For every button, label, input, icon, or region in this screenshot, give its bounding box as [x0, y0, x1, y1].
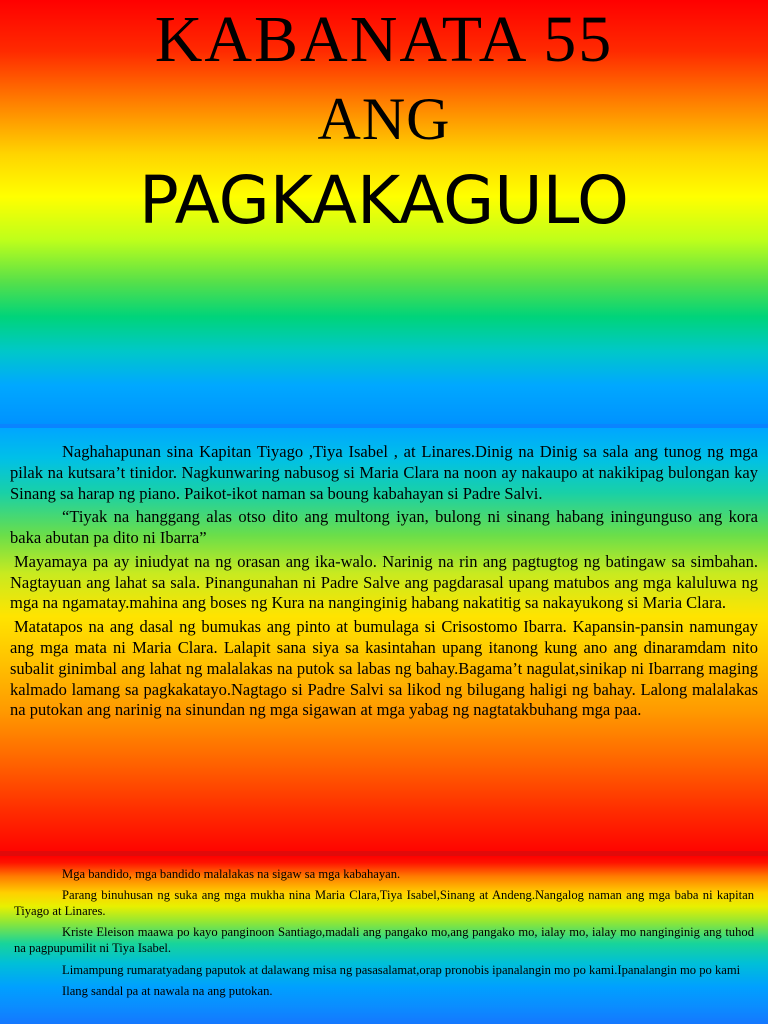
footer-paragraph: Ilang sandal pa at nawala na ang putokan. — [62, 983, 273, 998]
body-section — [0, 428, 768, 856]
slide-title-line-3: PAGKAKAGULO — [139, 161, 629, 239]
footer-paragraph: Kriste Eleison maawa po kayo panginoon Santiago,madali ang pangako mo,ang pangako mo, ialay mo, ialay mo nanginginig ang tuhod na pagpupumilit ni Tiya Isabel. — [14, 925, 754, 956]
footer-section — [0, 856, 768, 1024]
body-paragraph: Mayamaya pa ay iniudyat na ng orasan ang ika-walo. Narinig na rin ang pagtugtog ng batingaw sa simbahan. Nagtayuan ang lahat sa sala. Pinangunahan ni Padre Salve ang pagdarasal upang matubos ang mga kaluluwa ng mga na ngamatay.mahina ang boses ng Kura na nanginginig habang nakatitig sa nakayukong si Maria Clara. — [10, 551, 758, 613]
title-section — [0, 0, 768, 428]
slide-title-line-1: KABANATA 55 — [154, 3, 614, 76]
body-paragraph: Matatapos na ang dasal ng bumukas ang pinto at bumulaga si Crisostomo Ibarra. Kapansin-pansin namungay ang mga mata ni Maria Clara. Lalapit sana siya sa kasintahan upang itanong kung ano ang dinaramdam nito subalit ginimbal ang lahat ng malalakas na putok sa labas ng bahay.Bagama’t nagulat,sinikap ni Ibarrang maging kalmado lamang sa pagkakatayo.Nagtago si Padre Salvi sa likod ng bilugang haligi ng bahay. Lalong malalakas na putokan ang narinig na sinundan ng mga sigawan at mga yabag ng nagtatakbuhang mga paa. — [10, 617, 758, 720]
slide-title-line-2: ANG — [317, 86, 451, 153]
body-paragraph: Naghahapunan sina Kapitan Tiyago ,Tiya Isabel , at Linares.Dinig na Dinig sa sala ang tunog ng mga pilak na kutsara’t tinidor. Nagkunwaring nabusog si Maria Clara na noon ay nakaupo at nakikipag bulongan kay Sinang sa harap ng piano. Paikot-ikot naman sa boung kabahayan si Padre Salvi. — [10, 442, 758, 503]
body-paragraph: “Tiyak na hanggang alas otso dito ang multong iyan, bulong ni sinang habang iningunguso ang kora baka abutan pa dito ni Ibarra” — [10, 507, 758, 548]
title-inner — [0, 0, 768, 239]
footer-paragraph: Parang binuhusan ng suka ang mga mukha nina Maria Clara,Tiya Isabel,Sinang at Andeng.Nangalog naman ang mga baba ni kapitan Tiyago at Linares. — [14, 888, 754, 919]
footer-paragraph: Limampung rumaratyadang paputok at dalawang misa ng pasasalamat,orap pronobis ipanalangin mo po kami.Ipanalangin mo po kami — [62, 962, 741, 977]
footer-paragraph: Mga bandido, mga bandido malalakas na sigaw sa mga kabahayan. — [62, 867, 401, 881]
